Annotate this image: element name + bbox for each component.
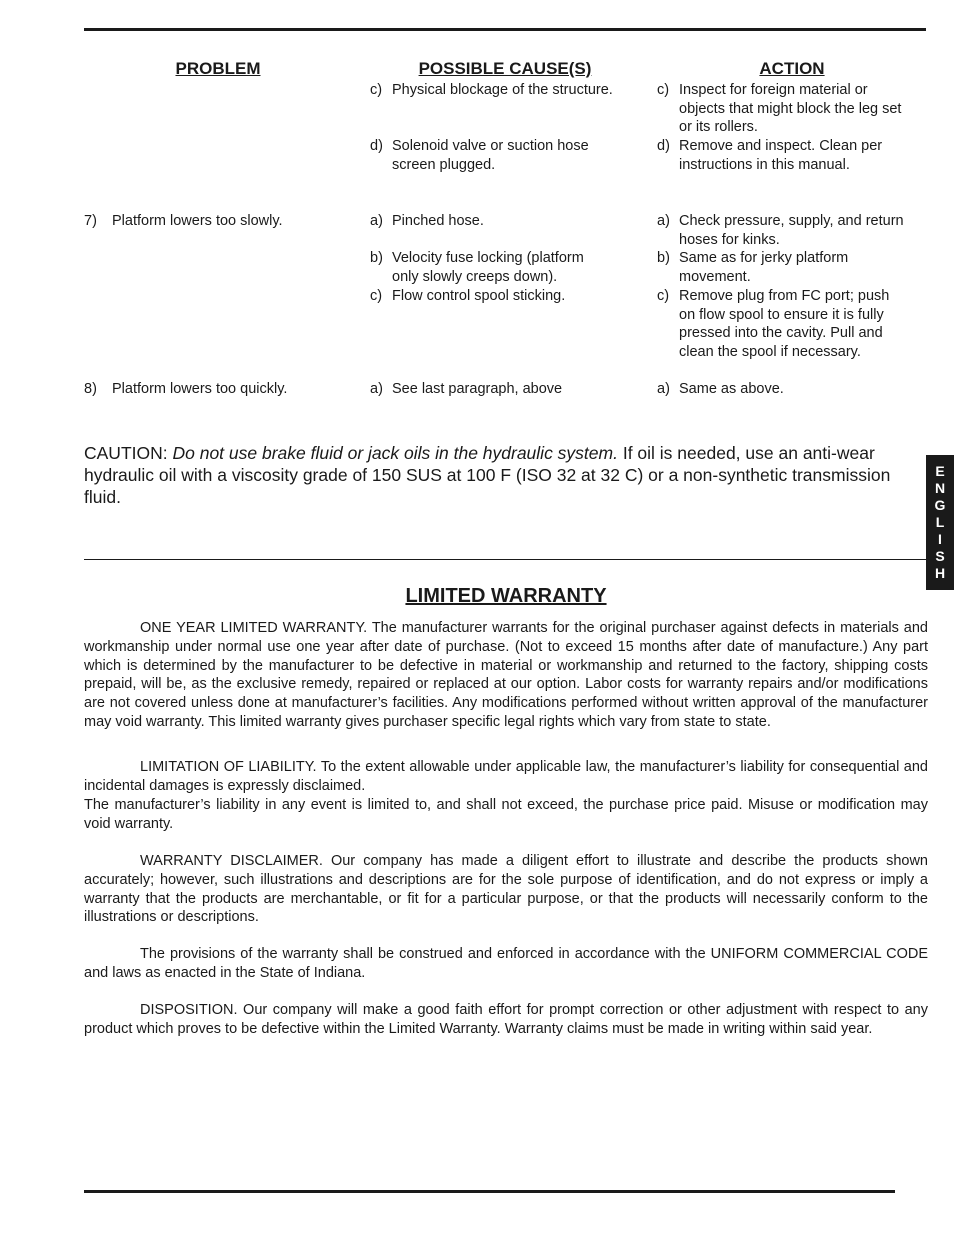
cause-text: Solenoid valve or suction hose screen plugged. bbox=[392, 138, 589, 173]
cause-column-header: POSSIBLE CAUSE(S) bbox=[418, 59, 592, 78]
action-text: Remove and inspect. Clean per instructions in this manual. bbox=[679, 138, 883, 173]
action-label: d) bbox=[657, 138, 670, 154]
cause-label: c) bbox=[370, 288, 383, 304]
cause-text: Flow control spool sticking. bbox=[392, 288, 566, 304]
problem-cell bbox=[84, 212, 364, 231]
problem-number: 7) bbox=[84, 213, 97, 229]
cause-label: a) bbox=[370, 213, 383, 229]
top-rule bbox=[84, 28, 926, 31]
warranty-title: LIMITED WARRANTY bbox=[405, 585, 607, 607]
cause-cell bbox=[370, 81, 650, 100]
action-cell bbox=[657, 137, 937, 174]
cause-cell bbox=[370, 287, 650, 306]
cause-text: Pinched hose. bbox=[392, 213, 484, 229]
cause-cell bbox=[370, 380, 650, 399]
action-text: Check pressure, supply, and return hoses for kinks. bbox=[679, 213, 904, 248]
cause-cell bbox=[370, 249, 650, 286]
action-cell bbox=[657, 81, 937, 137]
caution-text: If oil is needed, use an anti-wear hydraulic oil with a viscosity grade of 150 SUS at 100 F (ISO 32 at 32 C) or a non-synthetic transmission fluid. bbox=[84, 443, 891, 507]
cause-cell bbox=[370, 137, 650, 174]
action-text: Inspect for foreign material or objects that might block the leg set or its rollers. bbox=[679, 82, 902, 136]
action-cell bbox=[657, 249, 937, 286]
language-tab bbox=[926, 455, 954, 590]
disclaimer-text: WARRANTY DISCLAIMER. Our company has made a diligent effort to illustrate and describe the products shown accurately; however, such illustrations and descriptions are for the sole purpose of identification, and do not express or imply a warranty that the products are merchantable, or fit for a particular purpose, or that the products will necessarily conform to the illustrations or descriptions. bbox=[84, 853, 928, 926]
problem-text: Platform lowers too slowly. bbox=[112, 213, 283, 229]
cause-label: b) bbox=[370, 250, 383, 266]
disclaimer-paragraph bbox=[84, 852, 928, 927]
liability-limit-paragraph bbox=[84, 796, 928, 834]
caution-emphasis: Do not use brake fluid or jack oils in the hydraulic system. bbox=[172, 443, 618, 463]
language-tab-letter: N bbox=[934, 480, 946, 497]
warranty-text: ONE YEAR LIMITED WARRANTY. The manufacturer warrants for the original purchaser against defects in materials and workmanship under normal use one year after date of purchase. (Not to exceed 15 months after date of manufacture.) Any part which is determined by the manufacturer to be defective in material or workmanship and returned to the factory, shipping costs prepaid, will be, as the exclusive remedy, repaired or replaced at our option. Labor costs for warranty repairs and/or modifications are not covered unless done at manufacturer’s facilities. Any modifications performed without written approval of the manufacturer may void warranty. This limited warranty gives purchaser specific legal rights which vary from state to state. bbox=[84, 620, 928, 730]
liability-limit-text: The manufacturer’s liability in any event is limited to, and shall not exceed, the purchase price paid. Misuse or modification may void warranty. bbox=[84, 797, 928, 832]
action-label: a) bbox=[657, 381, 670, 397]
action-label: a) bbox=[657, 213, 670, 229]
caution-label: CAUTION: bbox=[84, 443, 173, 463]
language-tab-letter: G bbox=[934, 497, 946, 514]
action-cell bbox=[657, 212, 937, 249]
disposition-text: DISPOSITION. Our company will make a good faith effort for prompt correction or other adjustment with respect to any product which proves to be defective within the Limited Warranty. Warranty claims must be made in writing within said year. bbox=[84, 1002, 928, 1037]
action-cell bbox=[657, 287, 937, 361]
language-tab-letter: E bbox=[935, 463, 945, 480]
action-label: c) bbox=[657, 288, 670, 304]
language-tab-letter: S bbox=[935, 547, 945, 564]
provisions-paragraph bbox=[84, 945, 928, 983]
action-label: c) bbox=[657, 82, 670, 98]
problem-text: Platform lowers too quickly. bbox=[112, 381, 288, 397]
cause-text: See last paragraph, above bbox=[392, 381, 563, 397]
action-cell bbox=[657, 380, 937, 399]
problem-number: 8) bbox=[84, 381, 97, 397]
bottom-rule bbox=[84, 1190, 895, 1193]
problem-column-header: PROBLEM bbox=[175, 59, 261, 78]
cause-label: d) bbox=[370, 138, 383, 154]
language-tab-letter: H bbox=[934, 564, 946, 581]
section-divider bbox=[84, 559, 926, 560]
action-text: Same as above. bbox=[679, 381, 784, 397]
language-tab-letter: I bbox=[938, 530, 942, 547]
action-text: Same as for jerky platform movement. bbox=[679, 250, 849, 285]
cause-label: a) bbox=[370, 381, 383, 397]
action-text: Remove plug from FC port; push on flow spool to ensure it is fully pressed into the cavity. Pull and clean the spool if necessary. bbox=[679, 288, 890, 360]
cause-text: Physical blockage of the structure. bbox=[392, 82, 613, 98]
cause-cell bbox=[370, 212, 650, 231]
liability-text: LIMITATION OF LIABILITY. To the extent allowable under applicable law, the manufacturer’s liability for consequential and incidental damages is expressly disclaimed. bbox=[84, 759, 928, 794]
cause-label: c) bbox=[370, 82, 383, 98]
cause-text: Velocity fuse locking (platform only slowly creeps down). bbox=[392, 250, 584, 285]
problem-cell bbox=[84, 380, 364, 399]
provisions-text: The provisions of the warranty shall be construed and enforced in accordance with the UNIFORM COMMERCIAL CODE and laws as enacted in the State of Indiana. bbox=[84, 946, 928, 981]
liability-paragraph bbox=[84, 758, 928, 796]
caution-note bbox=[84, 442, 929, 508]
action-column-header: ACTION bbox=[759, 59, 825, 78]
disposition-paragraph bbox=[84, 1001, 928, 1039]
language-tab-letter: L bbox=[935, 514, 945, 531]
warranty-paragraph bbox=[84, 619, 928, 732]
action-label: b) bbox=[657, 250, 670, 266]
